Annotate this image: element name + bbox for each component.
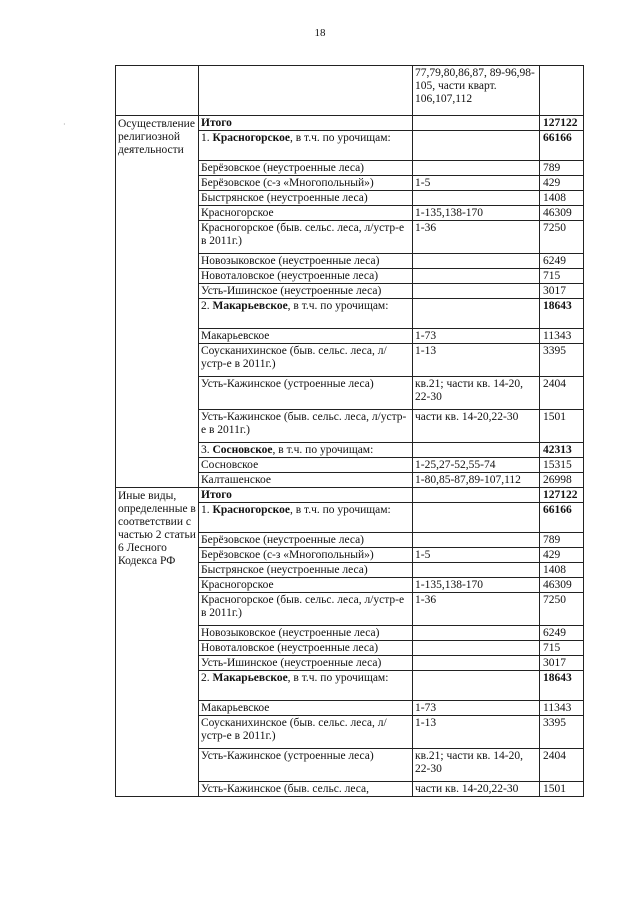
tract-name: Новозыковское (неустроенные леса)	[201, 255, 380, 267]
quarters-cell	[413, 641, 540, 656]
quarters-cell: 1-36	[413, 593, 540, 626]
name-cell	[199, 656, 413, 671]
name-cell	[199, 458, 413, 473]
tract-name: Новоталовское (неустроенные леса)	[201, 642, 379, 654]
table-row	[116, 66, 584, 116]
tract-name: Усть-Ишинское (неустроенные леса)	[201, 657, 382, 669]
quarters-cell	[413, 269, 540, 284]
region-number: 3.	[201, 444, 210, 456]
area-cell: 6249	[540, 626, 584, 641]
quarters-cell: части кв. 14-20,22-30	[413, 782, 540, 797]
name-cell	[199, 206, 413, 221]
region-suffix: , в т.ч. по урочищам:	[287, 300, 389, 312]
area-cell: 429	[540, 548, 584, 563]
table-row	[116, 488, 584, 503]
quarters-cell: 1-135,138-170	[413, 578, 540, 593]
name-cell	[199, 377, 413, 410]
region-name: Сосновское	[212, 444, 273, 456]
name-cell	[199, 641, 413, 656]
area-cell: 1501	[540, 782, 584, 797]
quarters-cell	[413, 191, 540, 206]
name-cell	[199, 176, 413, 191]
region-number: 1.	[201, 132, 210, 144]
quarters-cell: 1-80,85-87,89-107,112	[413, 473, 540, 488]
name-cell	[199, 443, 413, 458]
quarters-cell: 1-36	[413, 221, 540, 254]
area-cell: 11343	[540, 701, 584, 716]
table-row	[116, 116, 584, 131]
region-name: Макарьевское	[212, 672, 288, 684]
quarters-cell	[413, 503, 540, 533]
region-name: Красногорское	[212, 504, 290, 516]
quarters-cell: части кв. 14-20,22-30	[413, 410, 540, 443]
name-cell	[199, 593, 413, 626]
region-number: 2.	[201, 672, 210, 684]
name-cell	[199, 269, 413, 284]
name-cell	[199, 410, 413, 443]
name-cell	[199, 191, 413, 206]
table-body	[116, 66, 584, 797]
region-name: Макарьевское	[212, 300, 288, 312]
area-cell: 46309	[540, 206, 584, 221]
quarters-cell	[413, 254, 540, 269]
tract-name: Макарьевское	[201, 702, 270, 714]
area-cell: 66166	[540, 503, 584, 533]
quarters-cell: 1-5	[413, 548, 540, 563]
quarters-cell	[413, 488, 540, 503]
name-cell	[199, 716, 413, 749]
name-cell	[199, 533, 413, 548]
purpose-cell: Иные виды, определенные в соответствии с частью 2 статьи 6 Лесного Кодекса РФ	[116, 488, 199, 797]
area-cell: 429	[540, 176, 584, 191]
quarters-cell: 1-73	[413, 701, 540, 716]
area-cell: 18643	[540, 299, 584, 329]
area-cell: 66166	[540, 131, 584, 161]
area-cell: 127122	[540, 488, 584, 503]
quarters-cell: 1-135,138-170	[413, 206, 540, 221]
purpose-cell: Осуществление религиозной деятельности	[116, 116, 199, 488]
quarters-cell: 77,79,80,86,87, 89-96,98-105, части кварт. 106,107,112	[413, 66, 540, 116]
name-cell	[199, 116, 413, 131]
tract-name: Соусканихинское (быв. сельс. леса, л/устр-е в 2011г.)	[201, 717, 387, 742]
quarters-cell	[413, 533, 540, 548]
area-cell: 127122	[540, 116, 584, 131]
quarters-cell	[413, 563, 540, 578]
name-cell	[199, 749, 413, 782]
tract-name: Берёзовское (с-з «Многопольный»)	[201, 549, 374, 561]
region-name: Красногорское	[212, 132, 290, 144]
name-cell	[199, 548, 413, 563]
area-cell: 3395	[540, 716, 584, 749]
tract-name: Красногорское	[201, 207, 274, 219]
tract-name: Берёзовское (неустроенные леса)	[201, 534, 365, 546]
quarters-cell	[413, 116, 540, 131]
quarters-cell: кв.21; части кв. 14-20, 22-30	[413, 749, 540, 782]
name-cell	[199, 626, 413, 641]
page-number: 18	[314, 27, 326, 39]
region-suffix: , в т.ч. по урочищам:	[289, 504, 391, 516]
tract-name: Калташенское	[201, 474, 271, 486]
scan-edge-mark: ·	[63, 120, 66, 129]
region-suffix: , в т.ч. по урочищам:	[289, 132, 391, 144]
quarters-cell: кв.21; части кв. 14-20, 22-30	[413, 377, 540, 410]
area-cell: 7250	[540, 221, 584, 254]
name-cell	[199, 473, 413, 488]
area-cell: 715	[540, 641, 584, 656]
area-cell: 2404	[540, 749, 584, 782]
area-cell	[540, 66, 584, 116]
total-label: Итого	[201, 489, 232, 501]
tract-name: Берёзовское (неустроенные леса)	[201, 162, 365, 174]
area-cell: 42313	[540, 443, 584, 458]
tract-name: Макарьевское	[201, 330, 270, 342]
name-cell	[199, 503, 413, 533]
area-cell: 6249	[540, 254, 584, 269]
name-cell	[199, 299, 413, 329]
tract-name: Усть-Кажинское (устроенные леса)	[201, 378, 374, 390]
quarters-cell: 1-73	[413, 329, 540, 344]
quarters-cell: 1-5	[413, 176, 540, 191]
name-cell	[199, 161, 413, 176]
tract-name: Красногорское (быв. сельс. леса, л/устр-е в 2011г.)	[201, 594, 405, 619]
tract-name: Усть-Кажинское (быв. сельс. леса, л/устр-е в 2011г.)	[201, 411, 407, 436]
area-cell: 26998	[540, 473, 584, 488]
area-cell: 7250	[540, 593, 584, 626]
name-cell	[199, 329, 413, 344]
quarters-cell	[413, 671, 540, 701]
name-cell	[199, 344, 413, 377]
name-cell	[199, 131, 413, 161]
quarters-cell: 1-13	[413, 344, 540, 377]
tract-name: Берёзовское (с-з «Многопольный»)	[201, 177, 374, 189]
name-cell	[199, 563, 413, 578]
quarters-cell	[413, 656, 540, 671]
area-cell: 789	[540, 533, 584, 548]
tract-name: Быстрянское (неустроенные леса)	[201, 564, 368, 576]
name-cell	[199, 221, 413, 254]
name-cell	[199, 66, 413, 116]
quarters-cell	[413, 626, 540, 641]
area-cell: 789	[540, 161, 584, 176]
region-suffix: , в т.ч. по урочищам:	[287, 672, 389, 684]
tract-name: Новоталовское (неустроенные леса)	[201, 270, 379, 282]
name-cell	[199, 671, 413, 701]
name-cell	[199, 578, 413, 593]
tract-name: Красногорское	[201, 579, 274, 591]
area-cell: 3017	[540, 656, 584, 671]
forest-use-table-wrapper	[115, 65, 584, 797]
tract-name: Быстрянское (неустроенные леса)	[201, 192, 368, 204]
area-cell: 11343	[540, 329, 584, 344]
area-cell: 715	[540, 269, 584, 284]
name-cell	[199, 701, 413, 716]
quarters-cell	[413, 161, 540, 176]
area-cell: 3017	[540, 284, 584, 299]
area-cell: 1408	[540, 191, 584, 206]
area-cell: 3395	[540, 344, 584, 377]
quarters-cell: 1-25,27-52,55-74	[413, 458, 540, 473]
area-cell: 18643	[540, 671, 584, 701]
quarters-cell	[413, 299, 540, 329]
tract-name: Усть-Кажинское (устроенные леса)	[201, 750, 374, 762]
region-number: 2.	[201, 300, 210, 312]
total-label: Итого	[201, 117, 232, 129]
name-cell	[199, 284, 413, 299]
forest-use-table	[115, 65, 584, 797]
purpose-cell	[116, 66, 199, 116]
area-cell: 1501	[540, 410, 584, 443]
name-cell	[199, 782, 413, 797]
quarters-cell	[413, 131, 540, 161]
tract-name: Новозыковское (неустроенные леса)	[201, 627, 380, 639]
name-cell	[199, 488, 413, 503]
tract-name: Усть-Ишинское (неустроенные леса)	[201, 285, 382, 297]
quarters-cell: 1-13	[413, 716, 540, 749]
area-cell: 2404	[540, 377, 584, 410]
tract-name: Красногорское (быв. сельс. леса, л/устр-е в 2011г.)	[201, 222, 405, 247]
name-cell	[199, 254, 413, 269]
region-suffix: , в т.ч. по урочищам:	[272, 444, 374, 456]
area-cell: 1408	[540, 563, 584, 578]
tract-name: Сосновское	[201, 459, 259, 471]
quarters-cell	[413, 443, 540, 458]
quarters-cell	[413, 284, 540, 299]
area-cell: 15315	[540, 458, 584, 473]
tract-name: Соусканихинское (быв. сельс. леса, л/устр-е в 2011г.)	[201, 345, 387, 370]
area-cell: 46309	[540, 578, 584, 593]
region-number: 1.	[201, 504, 210, 516]
tract-name: Усть-Кажинское (быв. сельс. леса,	[201, 783, 369, 795]
